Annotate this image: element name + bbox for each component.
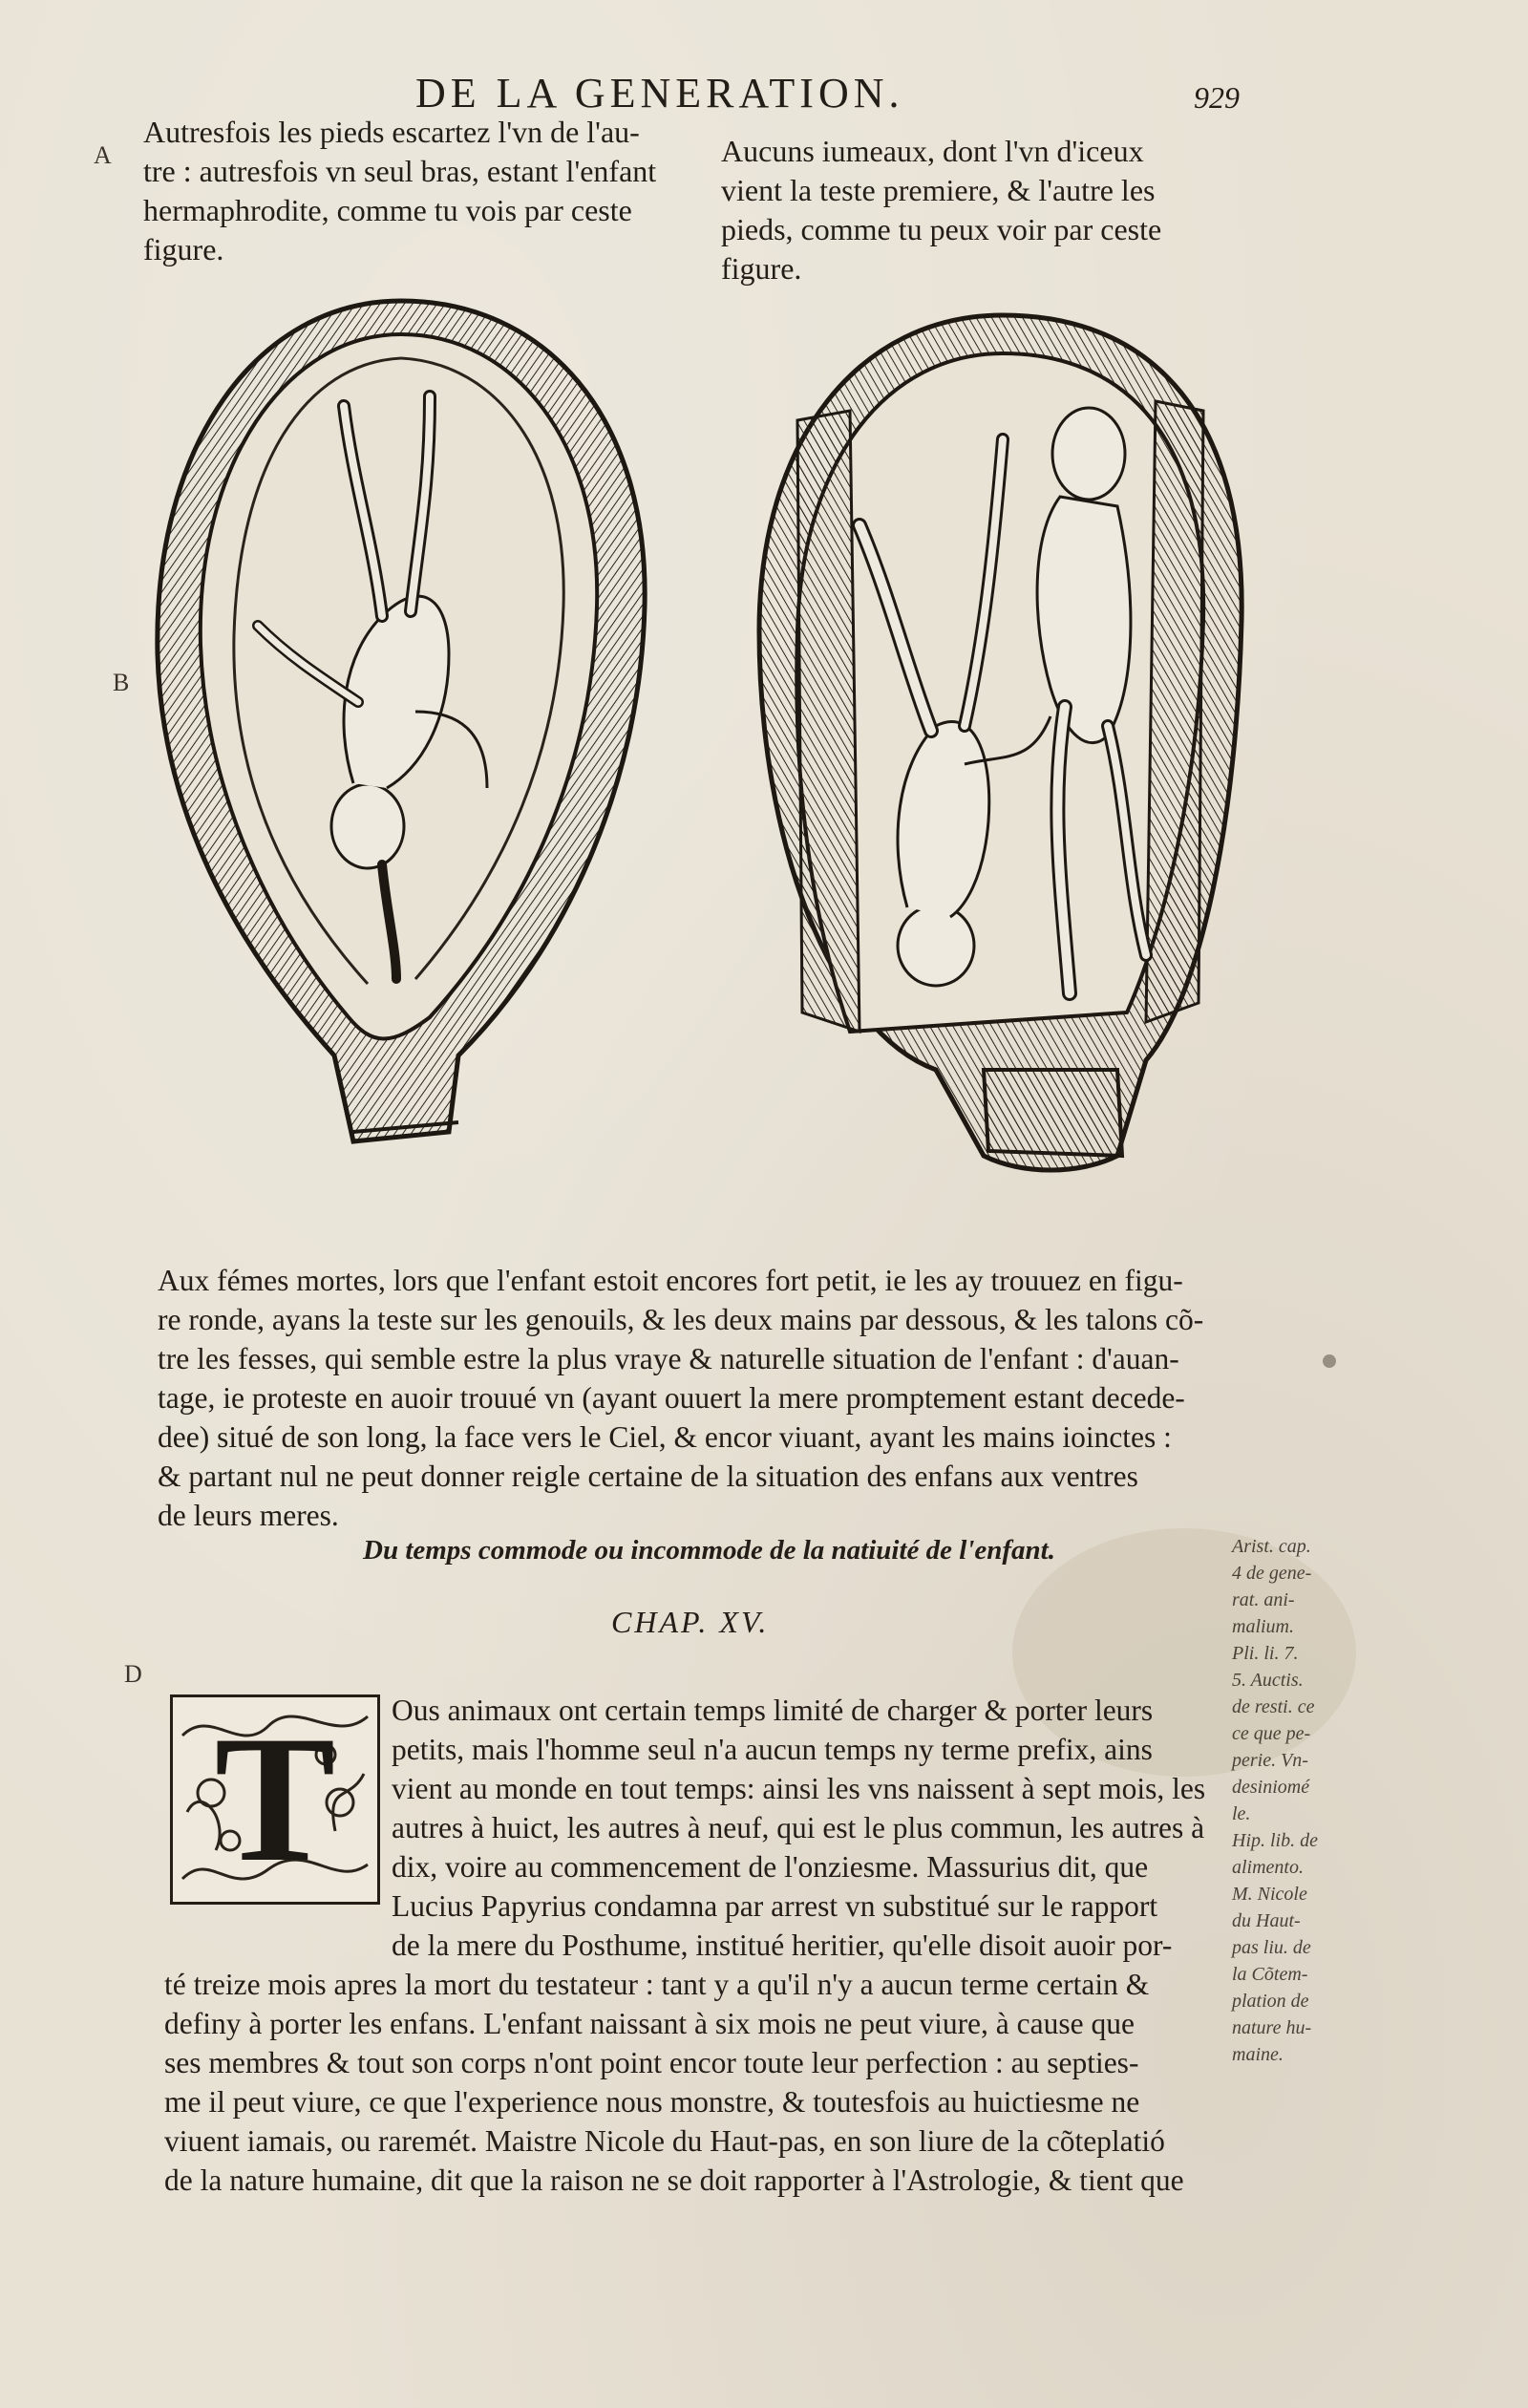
text-line: definy à porter les enfans. L'enfant naissant à six mois ne peut viure, à cause que (164, 2007, 1135, 2040)
section-title: Du temps commode ou incommode de la natiuité de l'enfant. (363, 1535, 1055, 1566)
margin-note: plation de (1232, 1991, 1309, 2012)
text-line: té treize mois apres la mort du testateur : tant y a qu'il n'y a aucun terme certain & (164, 1968, 1150, 2001)
margin-letter-b: B (113, 669, 130, 696)
margin-note: Pli. li. 7. (1232, 1643, 1299, 1664)
text-line: viuent iamais, ou raremét. Maistre Nicole du Haut-pas, en son liure de la cõteplatió (164, 2124, 1165, 2158)
paragraph-birth-time-full (164, 1965, 1234, 2200)
margin-note: Arist. cap. (1232, 1536, 1311, 1557)
text-line: dix, voire au commencement de l'onziesme. Massurius dit, que (392, 1850, 1149, 1884)
text-line: autres à huict, les autres à neuf, qui est le plus commun, les autres à (392, 1811, 1205, 1844)
text-line: tage, ie proteste en auoir trouué vn (ayant ouuert la mere promptement estant decede- (158, 1381, 1185, 1415)
text-line: tre les fesses, qui semble estre la plus vraye & naturelle situation de l'enfant : d'auan- (158, 1342, 1179, 1375)
margin-note: alimento. (1232, 1857, 1304, 1878)
margin-note: perie. Vn- (1232, 1750, 1308, 1771)
caption-line: Autresfois les pieds escartez l'vn de l'au- (143, 115, 640, 149)
margin-note: Hip. lib. de (1232, 1830, 1318, 1851)
text-line: de la mere du Posthume, institué heritier, qu'elle disoit auoir por- (392, 1929, 1173, 1962)
text-line: re ronde, ayans la teste sur les genouils, & les deux mains par dessous, & les talons cõ- (158, 1303, 1204, 1336)
ink-spot (1323, 1354, 1336, 1368)
text-line: vient au monde en tout temps: ainsi les vns naissent à sept mois, les (392, 1772, 1206, 1805)
left-column-caption (143, 113, 673, 269)
caption-line: figure. (143, 232, 224, 266)
margin-note: maine. (1232, 2044, 1284, 2065)
text-line: petits, mais l'homme seul n'a aucun temps ny terme prefix, ains (392, 1733, 1153, 1766)
text-line: de la nature humaine, dit que la raison ne se doit rapporter à l'Astrologie, & tient que (164, 2163, 1184, 2197)
margin-note: desiniomé (1232, 1777, 1310, 1798)
text-line: Lucius Papyrius condamna par arrest vn substitué sur le rapport (392, 1889, 1158, 1923)
folio-number: 929 (1194, 80, 1240, 115)
margin-notes (1232, 1533, 1356, 2068)
decorated-initial (170, 1694, 380, 1905)
text-line: & partant nul ne peut donner reigle certaine de la situation des enfans aux ventres (158, 1460, 1138, 1493)
caption-line: Aucuns iumeaux, dont l'vn d'iceux (721, 134, 1144, 168)
margin-note: 5. Auctis. (1232, 1670, 1304, 1691)
caption-line: vient la teste premiere, & l'autre les (721, 173, 1156, 207)
margin-letter-a: A (94, 141, 112, 169)
margin-note: du Haut- (1232, 1910, 1301, 1931)
woodcut-single-fetus (143, 291, 659, 1170)
margin-note: de resti. ce (1232, 1696, 1315, 1717)
text-line: Ous animaux ont certain temps limité de charger & porter leurs (392, 1694, 1154, 1727)
chapter-heading: CHAP. XV. (611, 1605, 770, 1639)
caption-line: pieds, comme tu peux voir par ceste (721, 212, 1162, 246)
right-column-caption (721, 132, 1251, 288)
paragraph-birth-time-indented (392, 1691, 1251, 1965)
margin-note: pas liu. de (1232, 1937, 1311, 1958)
dropcap-letter: T (214, 1699, 336, 1900)
margin-note: le. (1232, 1803, 1251, 1824)
running-title: DE LA GENERATION. (415, 70, 904, 117)
paragraph-situation (158, 1261, 1256, 1535)
margin-note: nature hu- (1232, 2017, 1312, 2038)
margin-note: ce que pe- (1232, 1723, 1311, 1744)
margin-note: M. Nicole (1232, 1884, 1307, 1905)
margin-note: malium. (1232, 1616, 1294, 1637)
text-line: dee) situé de son long, la face vers le Ciel, & encor viuant, ayant les mains ioinctes : (158, 1420, 1172, 1454)
woodcut-twins (745, 306, 1261, 1194)
text-line: me il peut viure, ce que l'experience nous monstre, & toutesfois au huictiesme ne (164, 2085, 1140, 2119)
text-line: de leurs meres. (158, 1499, 339, 1532)
margin-note: 4 de gene- (1232, 1563, 1312, 1584)
caption-line: figure. (721, 251, 802, 286)
caption-line: tre : autresfois vn seul bras, estant l'enfant (143, 154, 657, 188)
text-line: ses membres & tout son corps n'ont point encor toute leur perfection : au septies- (164, 2046, 1139, 2079)
margin-note: la Cõtem- (1232, 1964, 1308, 1985)
caption-line: hermaphrodite, comme tu vois par ceste (143, 193, 632, 227)
text-line: Aux fémes mortes, lors que l'enfant estoit encores fort petit, ie les ay trouuez en figu- (158, 1264, 1183, 1297)
margin-note: rat. ani- (1232, 1589, 1295, 1610)
margin-letter-d: D (124, 1660, 142, 1688)
